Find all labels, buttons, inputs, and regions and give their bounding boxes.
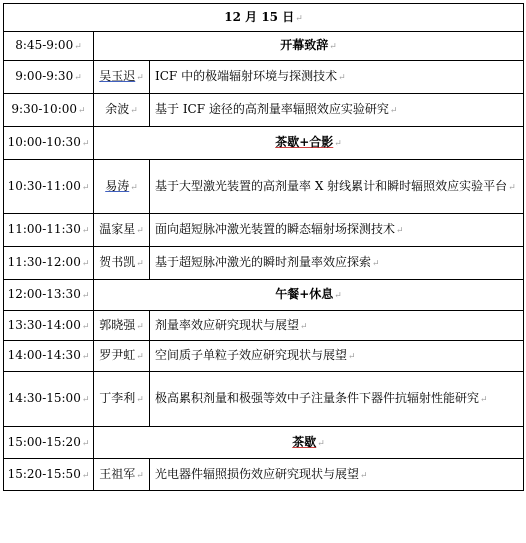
date-label: 12 月 15 日	[224, 9, 295, 24]
time-cell: 9:30-10:00↵	[4, 94, 94, 127]
paragraph-mark-icon: ↵	[81, 139, 90, 149]
title-cell: 极高累积剂量和极强等效中子注量条件下器件抗辐射性能研究↵	[150, 372, 524, 427]
paragraph-mark-icon: ↵	[81, 395, 90, 405]
paragraph-mark-icon: ↵	[81, 438, 90, 449]
table-row	[4, 341, 524, 372]
break-cell: 午餐+休息↵	[94, 280, 524, 311]
break-cell: 茶歇+合影↵	[94, 127, 524, 160]
table-row	[4, 311, 524, 341]
paragraph-mark-icon: ↵	[78, 106, 86, 116]
table-row	[4, 214, 524, 247]
schedule-page	[3, 3, 523, 540]
time-cell: 8:45-9:00↵	[4, 32, 94, 61]
title-cell: 基于 ICF 途径的高剂量率辐照效应实验研究↵	[150, 94, 524, 127]
time-cell: 13:30-14:00↵	[4, 311, 94, 341]
speaker-cell: 吴玉迟↵	[94, 61, 150, 94]
title-cell: 基于超短脉冲激光的瞬时剂量率效应探索↵	[150, 247, 524, 280]
paragraph-mark-icon: ↵	[81, 321, 90, 332]
paragraph-mark-icon: ↵	[81, 226, 90, 236]
speaker-cell: 贺书凯↵	[94, 247, 150, 280]
time-cell: 15:00-15:20↵	[4, 427, 94, 459]
paragraph-mark-icon: ↵	[295, 13, 303, 24]
table-row	[4, 247, 524, 280]
paragraph-mark-icon: ↵	[81, 470, 90, 481]
table-row	[4, 32, 524, 61]
table-row	[4, 127, 524, 160]
paragraph-mark-icon: ↵	[136, 395, 144, 405]
paragraph-mark-icon: ↵	[334, 139, 342, 149]
title-cell: 光电器件辐照损伤效应研究现状与展望↵	[150, 459, 524, 491]
table-row	[4, 280, 524, 311]
speaker-cell: 易涛↵	[94, 160, 150, 214]
date-header	[4, 4, 524, 32]
paragraph-mark-icon: ↵	[136, 321, 144, 332]
title-cell: 空间质子单粒子效应研究现状与展望↵	[150, 341, 524, 372]
break-cell: 茶歇↵	[94, 427, 524, 459]
title-cell: 剂量率效应研究现状与展望↵	[150, 311, 524, 341]
time-cell: 11:00-11:30↵	[4, 214, 94, 247]
title-cell: 基于大型激光装置的高剂量率 X 射线累计和瞬时辐照效应实验平台↵	[150, 160, 524, 214]
speaker-cell: 王祖军↵	[94, 459, 150, 491]
paragraph-mark-icon: ↵	[338, 73, 346, 83]
paragraph-mark-icon: ↵	[372, 259, 380, 269]
paragraph-mark-icon: ↵	[329, 42, 337, 52]
table-row	[4, 160, 524, 214]
speaker-cell: 余波↵	[94, 94, 150, 127]
table-row	[4, 459, 524, 491]
speaker-cell: 丁李利↵	[94, 372, 150, 427]
paragraph-mark-icon: ↵	[136, 470, 144, 481]
table-row	[4, 61, 524, 94]
paragraph-mark-icon: ↵	[360, 470, 368, 481]
paragraph-mark-icon: ↵	[508, 182, 516, 193]
paragraph-mark-icon: ↵	[389, 106, 398, 116]
speaker-cell: 罗尹虹↵	[94, 341, 150, 372]
paragraph-mark-icon: ↵	[480, 395, 488, 405]
time-cell: 10:00-10:30↵	[4, 127, 94, 160]
paragraph-mark-icon: ↵	[136, 352, 144, 362]
paragraph-mark-icon: ↵	[81, 291, 90, 301]
paragraph-mark-icon: ↵	[130, 106, 138, 116]
paragraph-mark-icon: ↵	[81, 352, 90, 362]
title-cell: ICF 中的极端辐射环境与探测技术↵	[150, 61, 524, 94]
paragraph-mark-icon: ↵	[334, 291, 342, 301]
paragraph-mark-icon: ↵	[300, 321, 308, 332]
time-cell: 12:00-13:30↵	[4, 280, 94, 311]
paragraph-mark-icon: ↵	[136, 259, 144, 269]
table-row	[4, 94, 524, 127]
paragraph-mark-icon: ↵	[74, 42, 82, 52]
time-cell: 14:30-15:00↵	[4, 372, 94, 427]
table-row	[4, 372, 524, 427]
paragraph-mark-icon: ↵	[136, 73, 144, 83]
time-cell: 9:00-9:30↵	[4, 61, 94, 94]
title-cell: 面向超短脉冲激光装置的瞬态辐射场探测技术↵	[150, 214, 524, 247]
time-cell: 11:30-12:00↵	[4, 247, 94, 280]
speaker-cell: 温家星↵	[94, 214, 150, 247]
schedule-table	[3, 3, 524, 491]
time-cell: 14:00-14:30↵	[4, 341, 94, 372]
time-cell: 10:30-11:00↵	[4, 160, 94, 214]
paragraph-mark-icon: ↵	[130, 182, 138, 193]
table-header-row	[4, 4, 524, 32]
paragraph-mark-icon: ↵	[74, 73, 82, 83]
speaker-cell: 郭晓强↵	[94, 311, 150, 341]
break-cell: 开幕致辞↵	[94, 32, 524, 61]
table-row	[4, 427, 524, 459]
paragraph-mark-icon: ↵	[348, 352, 356, 362]
paragraph-mark-icon: ↵	[81, 259, 90, 269]
paragraph-mark-icon: ↵	[317, 438, 325, 449]
paragraph-mark-icon: ↵	[396, 226, 404, 236]
paragraph-mark-icon: ↵	[136, 226, 144, 236]
paragraph-mark-icon: ↵	[81, 182, 90, 193]
time-cell: 15:20-15:50↵	[4, 459, 94, 491]
